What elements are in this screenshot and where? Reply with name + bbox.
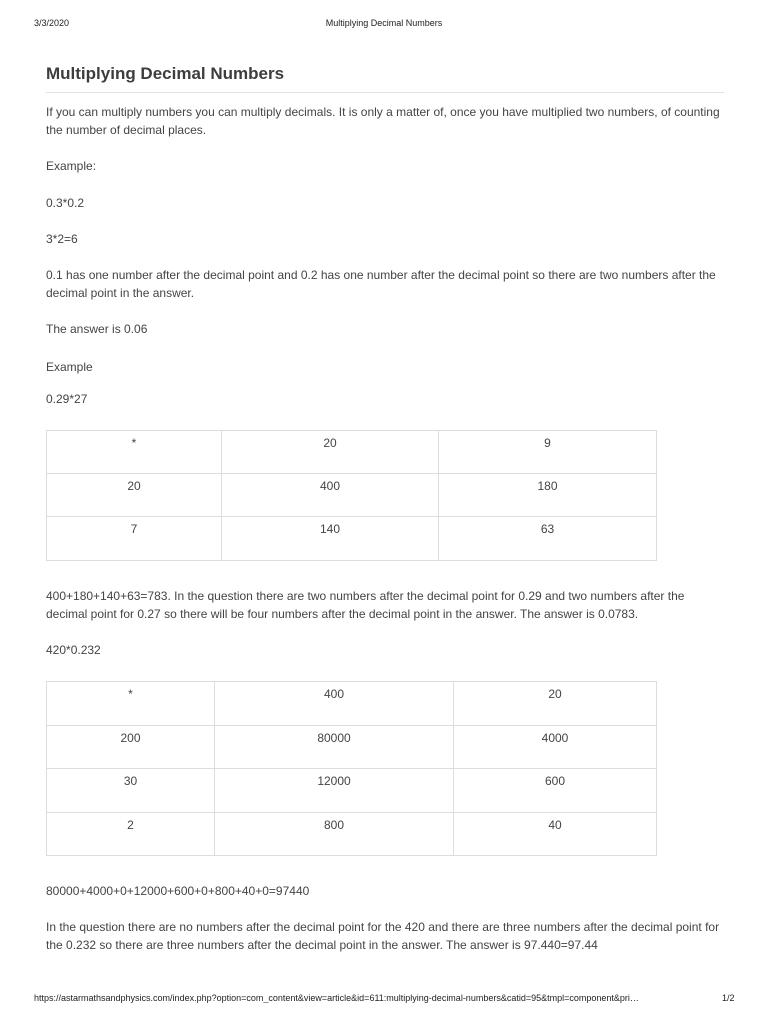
intro-paragraph: If you can multiply numbers you can multiply decimals. It is only a matter of, once you have multiplied two numbers, of counting the number of decimal places. bbox=[46, 105, 720, 137]
print-date: 3/3/2020 bbox=[34, 18, 70, 28]
page-number: 1/2 bbox=[722, 993, 735, 1003]
table-row bbox=[47, 474, 657, 517]
table-cell: 800 bbox=[215, 813, 454, 856]
example2-problem: 0.29*27 bbox=[46, 392, 88, 406]
table-cell: 400 bbox=[222, 474, 439, 517]
table-cell: 140 bbox=[222, 517, 439, 561]
table-cell: 20 bbox=[454, 682, 657, 726]
multiplication-grid-1 bbox=[46, 430, 657, 561]
table-row bbox=[47, 682, 657, 726]
multiplication-grid-2 bbox=[46, 681, 657, 856]
table-cell: 40 bbox=[454, 813, 657, 856]
table-cell: 63 bbox=[439, 517, 657, 561]
table-cell: 200 bbox=[47, 726, 215, 769]
page-url: https://astarmathsandphysics.com/index.php?option=com_content&view=article&id=611:multiplying-decimal-numbers&catid=95&tmpl=component&pri… bbox=[34, 993, 639, 1003]
table-row bbox=[47, 769, 657, 813]
table-row bbox=[47, 431, 657, 474]
article-content bbox=[46, 64, 724, 954]
print-header bbox=[0, 18, 768, 32]
table-row bbox=[47, 726, 657, 769]
table-cell: 180 bbox=[439, 474, 657, 517]
table-cell: 20 bbox=[47, 474, 222, 517]
print-title: Multiplying Decimal Numbers bbox=[325, 18, 443, 28]
table-cell: 7 bbox=[47, 517, 222, 561]
table-cell: * bbox=[47, 431, 222, 474]
table-cell: 80000 bbox=[215, 726, 454, 769]
example1-label: Example: bbox=[46, 159, 97, 173]
example2-label: Example bbox=[46, 360, 93, 374]
example3-explanation: In the question there are no numbers after the decimal point for the 420 and there are three numbers after the decimal point for the 0.232 so there are three numbers after the decimal point in the answer. The answer is 97.440=97.44 bbox=[46, 920, 720, 952]
article-heading: Multiplying Decimal Numbers bbox=[46, 64, 724, 93]
table-cell: 4000 bbox=[454, 726, 657, 769]
table-row bbox=[47, 517, 657, 561]
example1-step: 3*2=6 bbox=[46, 232, 78, 246]
table-cell: 30 bbox=[47, 769, 215, 813]
table-cell: * bbox=[47, 682, 215, 726]
table-cell: 12000 bbox=[215, 769, 454, 813]
table-cell: 20 bbox=[222, 431, 439, 474]
table-cell: 600 bbox=[454, 769, 657, 813]
example1-problem: 0.3*0.2 bbox=[46, 196, 85, 210]
example1-answer: The answer is 0.06 bbox=[46, 322, 148, 336]
example2-explanation: 400+180+140+63=783. In the question there are two numbers after the decimal point for 0.29 and two numbers after the decimal point for 0.27 so there will be four numbers after the decimal point in the answer. The answer is 0.0783. bbox=[46, 589, 685, 621]
table-cell: 2 bbox=[47, 813, 215, 856]
example3-problem: 420*0.232 bbox=[46, 643, 101, 657]
table-cell: 9 bbox=[439, 431, 657, 474]
example3-sum: 80000+4000+0+12000+600+0+800+40+0=97440 bbox=[46, 884, 310, 898]
example1-explanation: 0.1 has one number after the decimal point and 0.2 has one number after the decimal point so there are two numbers after the decimal point in the answer. bbox=[46, 268, 716, 300]
table-cell: 400 bbox=[215, 682, 454, 726]
table-row bbox=[47, 813, 657, 856]
